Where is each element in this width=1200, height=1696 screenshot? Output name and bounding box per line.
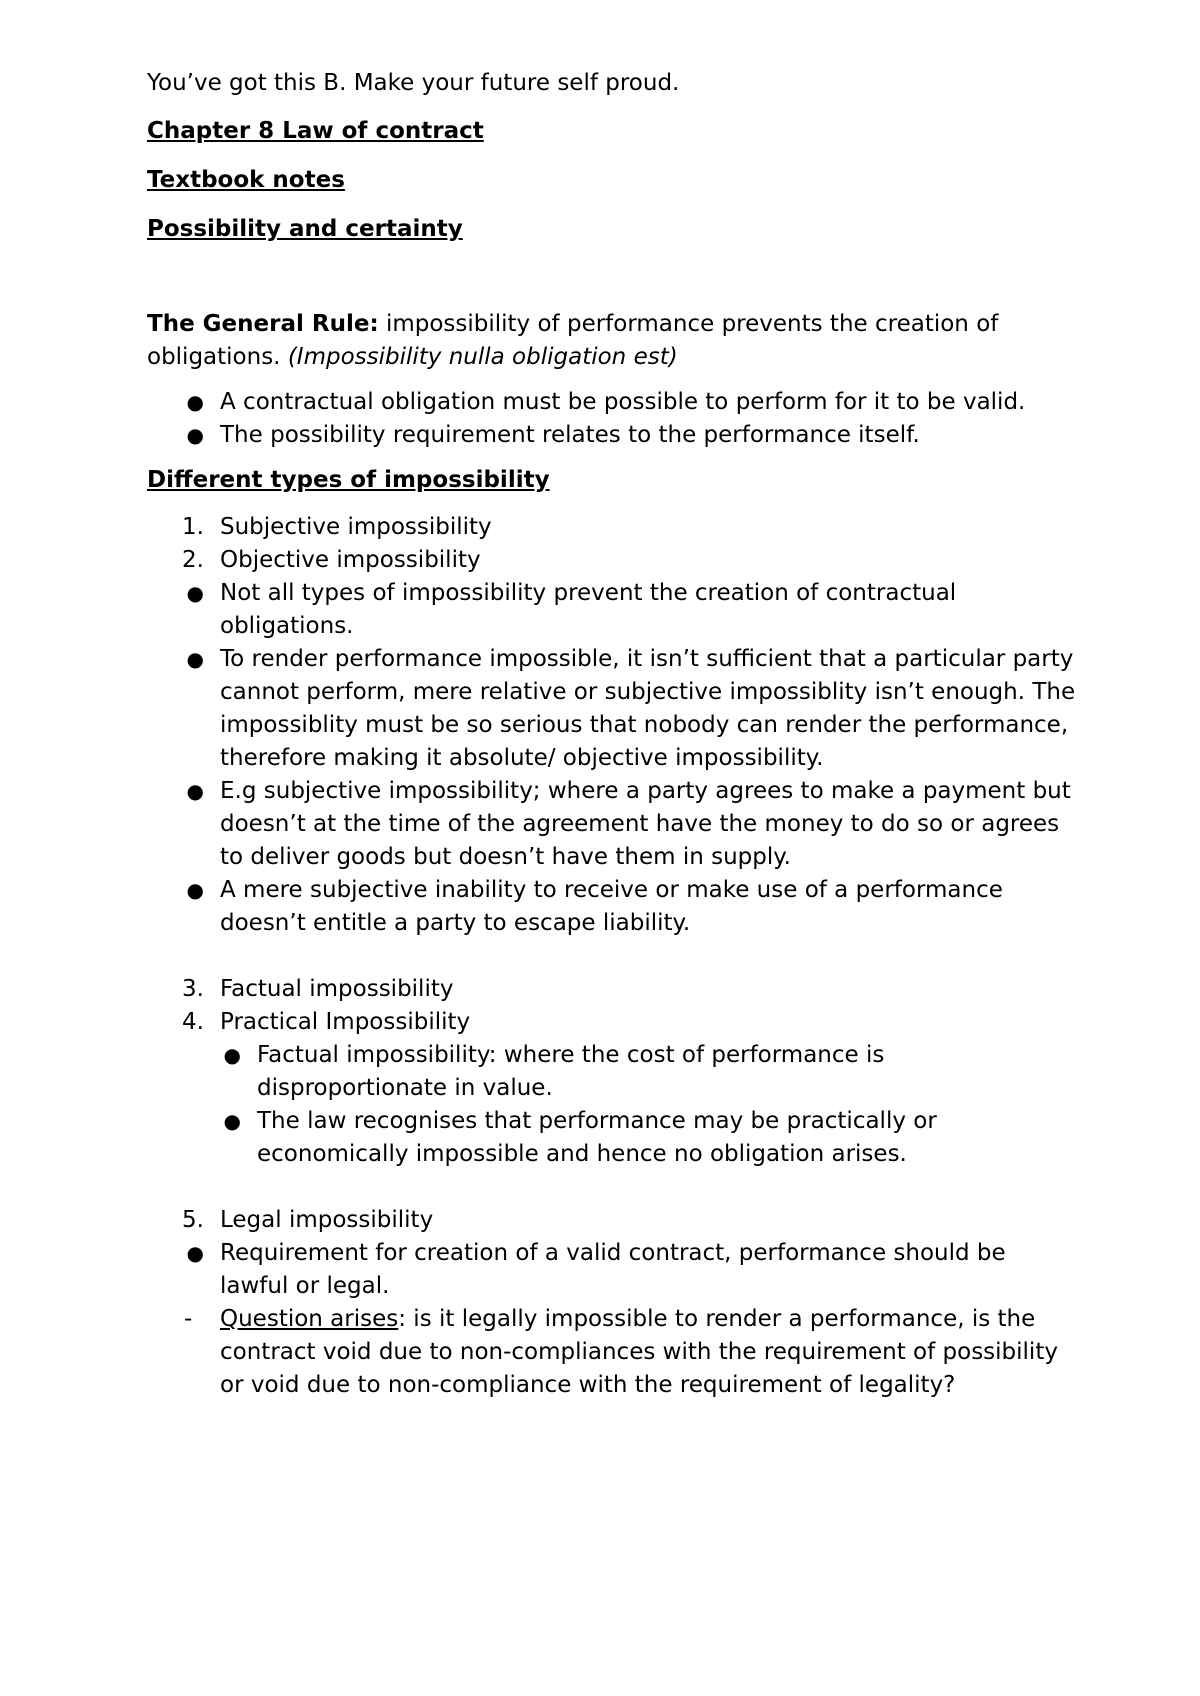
list-item (147, 1204, 1077, 1237)
list-item (147, 973, 1077, 1006)
types-list (147, 511, 1077, 1402)
list-number: 4. (182, 1009, 204, 1035)
dash-icon: - (184, 1306, 193, 1332)
list-item (147, 775, 1077, 874)
list-item (147, 1237, 1077, 1303)
list-item (147, 386, 1077, 419)
list-number: 3. (182, 976, 204, 1002)
rule-bullet-list (147, 386, 1077, 452)
list-item-text: E.g subjective impossibility; where a party agrees to make a payment but doesn’t at the time of the agreement have the money to do so or agrees to deliver goods but doesn’t have them in supply. (220, 778, 1071, 870)
list-item-text: The possibility requirement relates to the performance itself. (220, 422, 920, 448)
list-item (147, 544, 1077, 577)
bullet-icon: ● (223, 1109, 241, 1133)
bullet-icon: ● (186, 1241, 204, 1265)
question-label: Question arises (220, 1306, 399, 1332)
general-rule-paragraph (147, 308, 1077, 374)
list-item-text: Legal impossibility (220, 1207, 434, 1233)
list-item-text: A mere subjective inability to receive or make use of a performance doesn’t entitle a party to escape liability. (220, 877, 1003, 936)
bullet-icon: ● (186, 779, 204, 803)
list-item (147, 1006, 1077, 1039)
types-heading: Different types of impossibility (147, 467, 550, 493)
bullet-icon: ● (186, 878, 204, 902)
blank-line (147, 940, 1077, 973)
chapter-heading: Chapter 8 Law of contract (147, 118, 484, 144)
textbook-notes-heading: Textbook notes (147, 167, 345, 193)
list-item (147, 419, 1077, 452)
list-item (147, 874, 1077, 940)
bullet-icon: ● (186, 390, 204, 414)
bullet-icon: ● (186, 581, 204, 605)
general-rule-text: impossibility of performance prevents the creation of obligations. (147, 311, 999, 370)
list-item-text: Subjective impossibility (220, 514, 492, 540)
list-item-text: Factual impossibility: where the cost of performance is disproportionate in value. (257, 1042, 885, 1101)
document-page (147, 67, 1077, 1402)
blank-line (147, 1171, 1077, 1204)
list-item-text: The law recognises that performance may be practically or economically impossible and hence no obligation arises. (257, 1108, 937, 1167)
question-item (147, 1303, 1077, 1402)
general-rule-latin: (Impossibility nulla obligation est) (287, 344, 678, 370)
list-item-text: To render performance impossible, it isn’t sufficient that a particular party cannot perform, mere relative or subjective impossiblity isn’t enough. The impossiblity must be so serious that nobody can render the performance, therefore making it absolute/ objective impossibility. (220, 646, 1076, 771)
motto-line: You’ve got this B. Make your future self proud. (147, 70, 680, 96)
question-body: : is it legally impossible to render a performance, is the contract void due to non-compliances with the requirement of possibility or void due to non-compliance with the requirement of legality? (220, 1306, 1058, 1398)
sub-list-item (147, 1105, 1077, 1171)
bullet-icon: ● (186, 423, 204, 447)
bullet-icon: ● (223, 1043, 241, 1067)
bullet-icon: ● (186, 647, 204, 671)
list-number: 2. (182, 547, 204, 573)
list-item-text: Objective impossibility (220, 547, 481, 573)
list-item-text: A contractual obligation must be possible to perform for it to be valid. (220, 389, 1026, 415)
list-item-text: Practical Impossibility (220, 1009, 471, 1035)
list-number: 1. (182, 514, 204, 540)
question-text (220, 1306, 1058, 1398)
general-rule-label: The General Rule: (147, 311, 379, 337)
section-heading: Possibility and certainty (147, 216, 463, 242)
list-item-text: Requirement for creation of a valid contract, performance should be lawful or legal. (220, 1240, 1006, 1299)
list-item-text: Not all types of impossibility prevent the creation of contractual obligations. (220, 580, 957, 639)
list-number: 5. (182, 1207, 204, 1233)
list-item (147, 511, 1077, 544)
sub-list-item (147, 1039, 1077, 1105)
list-item (147, 577, 1077, 643)
list-item (147, 643, 1077, 775)
list-item-text: Factual impossibility (220, 976, 454, 1002)
